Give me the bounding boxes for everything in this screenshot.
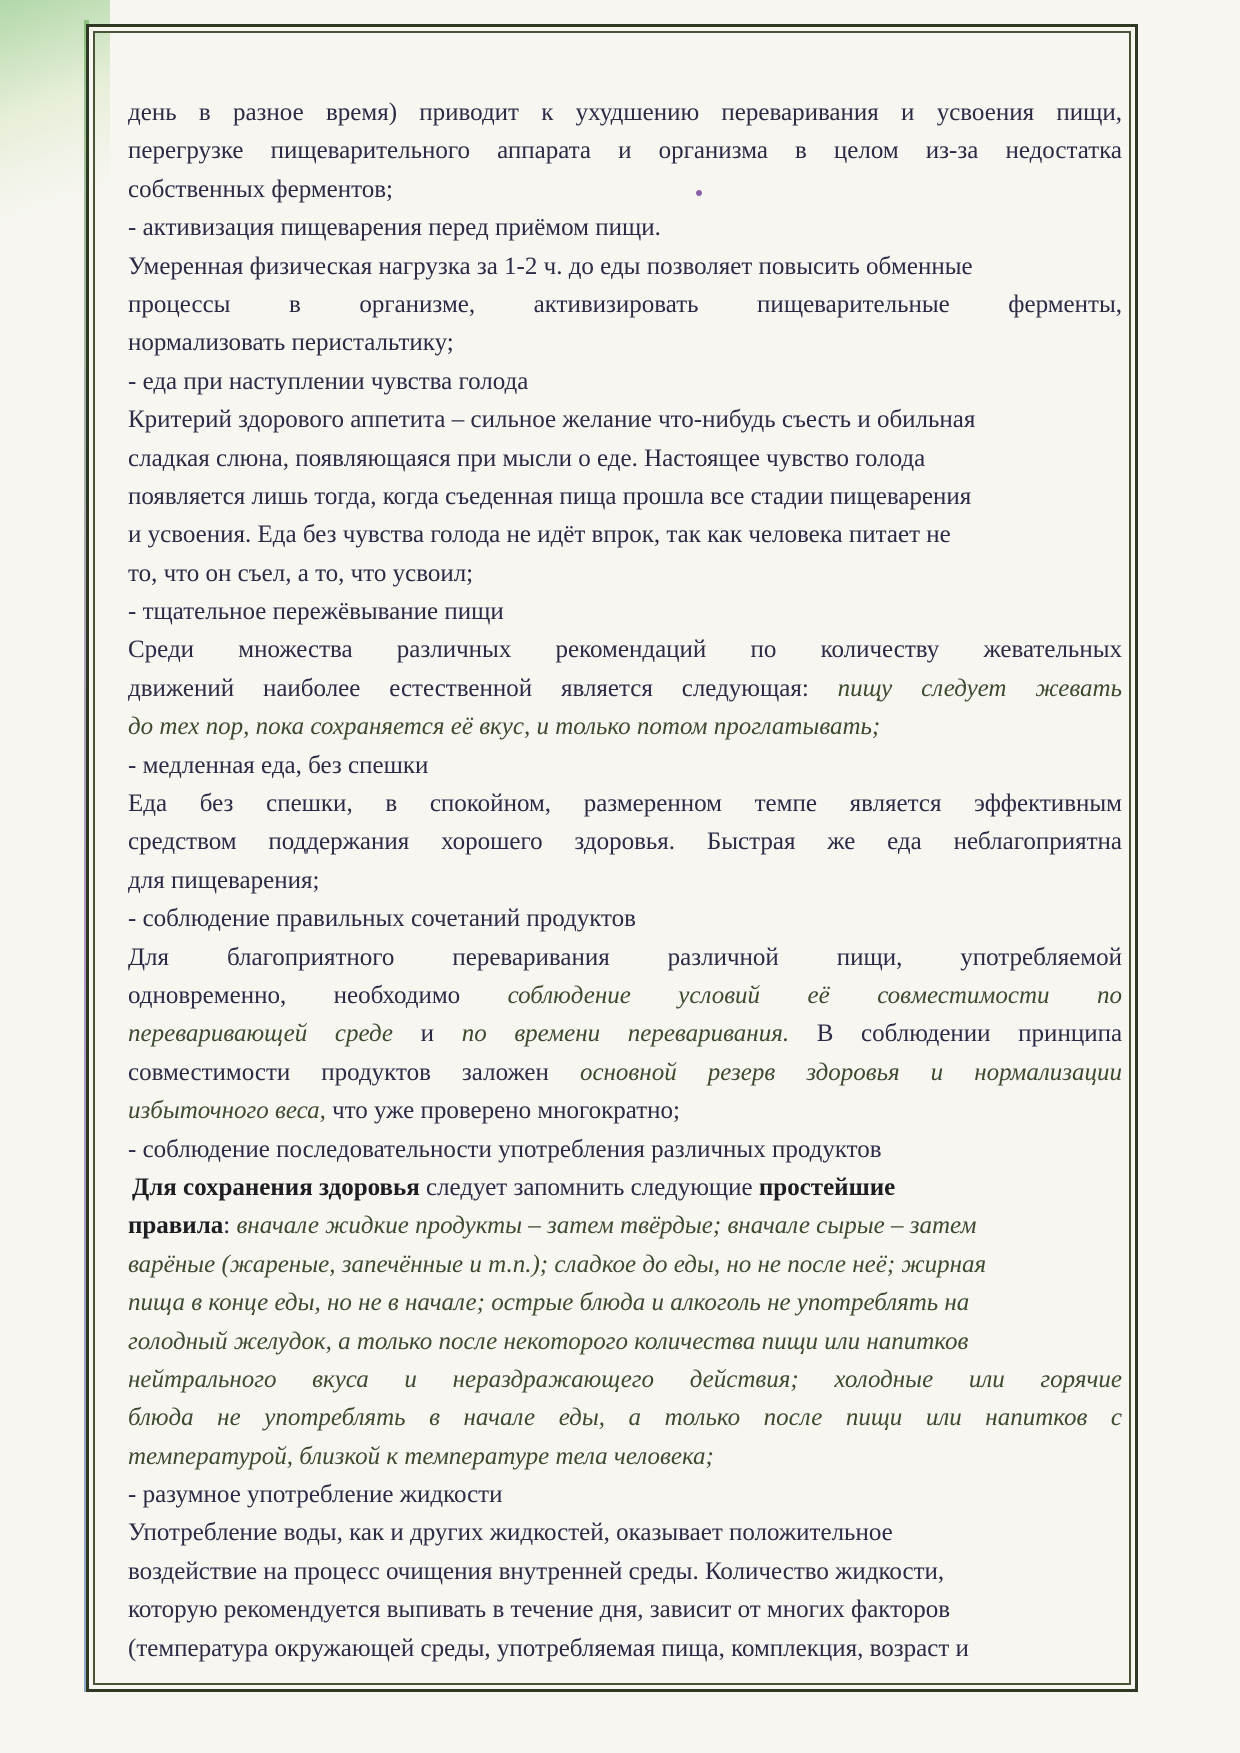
italic-emphasis: вначале жидкие продукты – затем твёрдые; вначале сырые – затем [236, 1212, 977, 1240]
italic-emphasis: блюда не употреблять в начале еды, а только после пищи или напитков с [128, 1404, 1122, 1432]
list-item-heading: - медленная еда, без спешки [128, 751, 429, 779]
italic-emphasis: пищу следует жевать [837, 674, 1122, 702]
list-item-heading: - соблюдение правильных сочетаний продуктов [128, 905, 636, 933]
italic-emphasis: избыточного веса, [128, 1097, 326, 1125]
text-line: Для благоприятного переваривания различной пищи, употребляемой [128, 943, 1122, 971]
text-line: средством поддержания хорошего здоровья. Быстрая же еда неблагоприятна [128, 828, 1122, 856]
text-line: собственных ферментов; [128, 175, 393, 203]
bold-emphasis: правила [128, 1212, 224, 1240]
text-line [128, 1438, 1122, 1476]
italic-emphasis: нейтрального вкуса и нераздражающего действия; холодные или горячие [128, 1365, 1122, 1393]
text-line: Критерий здорового аппетита – сильное желание что-нибудь съесть и обильная [128, 406, 976, 434]
text-line: Умеренная физическая нагрузка за 1-2 ч. до еды позволяет повысить обменные [128, 252, 973, 280]
text-line: правила: вначале жидкие продукты – затем твёрдые; вначале сырые – затем [128, 1212, 977, 1240]
italic-emphasis: по времени переваривания. [461, 1020, 790, 1048]
text-line: избыточного веса, что уже проверено многократно; [128, 1097, 680, 1125]
text-line: движений наиболее естественной является следующая: пищу следует жевать [128, 674, 1122, 702]
text-line [128, 1284, 1122, 1322]
text-line: Употребление воды, как и других жидкостей, оказывает положительное [128, 1519, 893, 1547]
italic-emphasis: основной резерв здоровья и нормализации [579, 1058, 1122, 1086]
text-line: Среди множества различных рекомендаций по количеству жевательных [128, 636, 1122, 664]
text-line: совместимости продуктов заложен основной резерв здоровья и нормализации [128, 1058, 1122, 1086]
italic-emphasis: пища в конце еды, но не в начале; острые блюда и алкоголь не употреблять на [128, 1289, 970, 1317]
text-line: воздействие на процесс очищения внутренней среды. Количество жидкости, [128, 1557, 945, 1585]
italic-emphasis: до тех пор, пока сохраняется её вкус, и только потом проглатывать; [128, 713, 881, 741]
text-line [128, 1361, 1122, 1399]
italic-emphasis: температурой, близкой к температуре тела человека; [128, 1442, 714, 1470]
text-line: то, что он съел, а то, что усвоил; [128, 559, 474, 587]
text-line: которую рекомендуется выпивать в течение дня, зависит от многих факторов [128, 1596, 951, 1624]
italic-emphasis: варёные (жареные, запечённые и т.п.); сладкое до еды, но не после неё; жирная [128, 1250, 987, 1278]
text-line: процессы в организме, активизировать пищеварительные ферменты, [128, 290, 1122, 318]
text-line: для пищеварения; [128, 866, 320, 894]
document-body [128, 94, 1122, 1668]
text-line [128, 1323, 1122, 1361]
bold-emphasis: простейшие [758, 1173, 896, 1201]
bold-emphasis: Для сохранения здоровья [132, 1173, 420, 1201]
text-line: и усвоения. Еда без чувства голода не идёт впрок, так как человека питает не [128, 521, 951, 549]
text-line [128, 1246, 1122, 1284]
text-line: переваривающей среде и по времени переваривания. В соблюдении принципа [128, 1020, 1122, 1048]
list-item-heading: - разумное употребление жидкости [128, 1481, 503, 1509]
italic-emphasis: соблюдение условий её совместимости по [507, 981, 1122, 1009]
text-line: Еда без спешки, в спокойном, размеренном темпе является эффективным [128, 790, 1122, 818]
list-item-heading: - соблюдение последовательности употребления различных продуктов [128, 1135, 882, 1163]
list-item-heading: - еда при наступлении чувства голода [128, 367, 529, 395]
text-line [128, 1399, 1122, 1437]
text-line: одновременно, необходимо соблюдение условий её совместимости по [128, 981, 1122, 1009]
text-line: (температура окружающей среды, употребляемая пища, комплекция, возраст и [128, 1634, 969, 1662]
italic-emphasis: переваривающей среде [128, 1020, 394, 1048]
italic-emphasis: голодный желудок, а только после некоторого количества пищи или напитков [128, 1327, 969, 1355]
text-line: перегрузке пищеварительного аппарата и организма в целом из-за недостатка [128, 137, 1122, 165]
text-line: нормализовать перистальтику; [128, 329, 454, 357]
text-line: появляется лишь тогда, когда съеденная пища прошла все стадии пищеварения [128, 482, 972, 510]
text-line: день в разное время) приводит к ухудшению переваривания и усвоения пищи, [128, 99, 1122, 126]
list-item-heading: - активизация пищеварения перед приёмом пищи. [128, 214, 661, 242]
text-line: Для сохранения здоровья следует запомнить следующие простейшие [132, 1173, 896, 1201]
list-item-heading: - тщательное пережёвывание пищи [128, 598, 504, 626]
text-line [128, 708, 1122, 746]
text-line: сладкая слюна, появляющаяся при мысли о еде. Настоящее чувство голода [128, 444, 926, 472]
